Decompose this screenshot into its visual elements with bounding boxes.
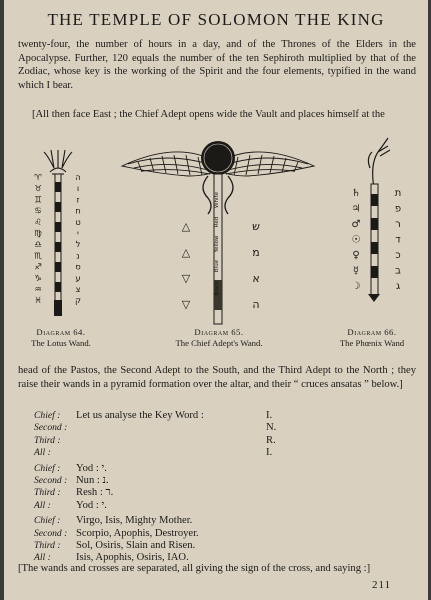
colour-band-label: Black bbox=[214, 280, 220, 296]
closing-direction: [The wands and crosses are separated, all giving the sign of the cross, and saying :] bbox=[18, 563, 371, 574]
dialogue-line bbox=[18, 463, 418, 475]
element-triangle: △ bbox=[181, 246, 191, 259]
dialogue-line bbox=[18, 447, 418, 459]
book-page bbox=[4, 0, 428, 600]
diagram-64-title: The Lotus Wand. bbox=[31, 338, 91, 348]
dialogue-line bbox=[18, 528, 418, 540]
phoenix-wand-illustration bbox=[344, 134, 424, 314]
hebrew-letter: ש bbox=[252, 220, 260, 233]
zodiac-sign: ♍ bbox=[34, 229, 42, 239]
diagram-65-number: Diagram 65. bbox=[194, 327, 244, 337]
line-text: Scorpio, Apophis, Destroyer. bbox=[76, 527, 199, 539]
hebrew-letter: ת bbox=[394, 188, 402, 199]
hebrew-letter: כ bbox=[395, 250, 401, 261]
speaker: All : bbox=[34, 499, 51, 511]
diagram-64-number: Diagram 64. bbox=[36, 327, 86, 337]
zodiac-sign: ♉ bbox=[34, 184, 42, 195]
planet-symbol: ♃ bbox=[351, 203, 361, 215]
planet-symbol: ☉ bbox=[351, 234, 361, 246]
line-text: Resh : ר. bbox=[76, 487, 114, 499]
line-text: Yod : י. bbox=[76, 499, 107, 511]
hebrew-letter: ז bbox=[76, 195, 80, 206]
paragraph-1: twenty-four, the number of hours in a day, and of the Thrones of the Elders in the Apocalypse. Further, 120 equals the number of the ten Sephiroth multiplied by that of the Zodiac, whose key is the working of the Spirit and the four elements, typified in the wand which I bear. bbox=[18, 39, 416, 91]
dialogue-line bbox=[18, 515, 418, 527]
dialogue-line bbox=[18, 475, 418, 487]
dialogue-line bbox=[18, 540, 418, 552]
zodiac-sign: ♑ bbox=[34, 273, 42, 284]
hebrew-letter: ה bbox=[252, 298, 260, 311]
hebrew-letter: ב bbox=[395, 265, 401, 277]
zodiac-sign: ♊ bbox=[34, 195, 42, 206]
hebrew-letter: ל bbox=[75, 240, 81, 251]
hebrew-letter: נ bbox=[76, 251, 80, 262]
line-text: Nun : נ. bbox=[76, 474, 109, 486]
hebrew-letter: ד bbox=[395, 234, 401, 246]
paragraph-2: [All then face East ; the Chief Adept opens wide the Vault and places himself at the bbox=[32, 109, 385, 120]
hebrew-letter: מ bbox=[252, 246, 260, 259]
dialogue-line bbox=[18, 422, 418, 434]
hebrew-letter: פ bbox=[394, 203, 402, 215]
line-text: Let us analyse the Key Word : bbox=[76, 410, 204, 421]
line-text: Yod : י. bbox=[76, 462, 107, 474]
hebrew-letter: ק bbox=[74, 296, 82, 307]
speaker: All : bbox=[34, 447, 51, 459]
chief-adept-wand-illustration bbox=[118, 130, 318, 330]
diagram-66-caption bbox=[322, 327, 422, 349]
colour-band-label: Yellow bbox=[214, 235, 220, 253]
key-letter: I. bbox=[266, 410, 273, 421]
line-text: Isis, Apophis, Osiris, IAO. bbox=[76, 552, 189, 564]
diagram-66-title: The Phœnix Wand bbox=[339, 338, 405, 348]
element-triangle: ▽ bbox=[181, 298, 191, 311]
dialogue-line bbox=[18, 435, 418, 447]
dialogue-line bbox=[18, 500, 418, 512]
hebrew-letter: י bbox=[77, 229, 79, 239]
element-triangle: △ bbox=[181, 220, 191, 233]
dialogue-line bbox=[18, 410, 418, 422]
dialogue-line bbox=[18, 487, 418, 499]
colour-band-label: Red bbox=[214, 216, 220, 228]
hebrew-letter: ח bbox=[75, 206, 81, 217]
paragraph-3: head of the Pastos, the Second Adept to the South, and the Third Adept to the North ; they raise their wands in a pyramid formation over the altar, and their “ cruces ansatas ” below.] bbox=[18, 365, 416, 390]
planet-symbol: ♂ bbox=[351, 219, 361, 230]
page-title: THE TEMPLE OF SOLOMON THE KING bbox=[47, 10, 385, 29]
hebrew-letter: צ bbox=[75, 285, 81, 295]
planet-symbol: ♄ bbox=[351, 188, 361, 199]
speaker: Third : bbox=[34, 434, 61, 446]
zodiac-sign: ♐ bbox=[34, 262, 42, 273]
hebrew-letter: א bbox=[252, 272, 260, 285]
zodiac-sign: ♎ bbox=[34, 240, 42, 251]
colour-band-label: Blue bbox=[214, 259, 220, 273]
planet-symbol: ☽ bbox=[351, 281, 361, 292]
page-number: 211 bbox=[372, 579, 392, 591]
zodiac-sign: ♈ bbox=[34, 173, 42, 183]
line-text: Sol, Osiris, Slain and Risen. bbox=[76, 539, 196, 551]
hebrew-letter: ס bbox=[75, 262, 81, 273]
element-triangle: ▽ bbox=[181, 272, 191, 285]
diagram-66-number: Diagram 66. bbox=[347, 327, 397, 337]
zodiac-sign: ♒ bbox=[34, 285, 42, 295]
speaker: Third : bbox=[34, 539, 61, 551]
zodiac-sign: ♓ bbox=[34, 296, 42, 307]
speaker: Second : bbox=[34, 527, 68, 539]
key-letter: N. bbox=[266, 422, 277, 434]
hebrew-letter: ג bbox=[395, 281, 401, 292]
ritual-dialogue bbox=[18, 410, 418, 565]
zodiac-sign: ♏ bbox=[34, 251, 42, 262]
colour-band-label: White bbox=[214, 192, 220, 208]
diagram-65-caption bbox=[152, 327, 286, 349]
speaker: All : bbox=[34, 552, 51, 564]
zodiac-sign: ♋ bbox=[34, 206, 42, 217]
zodiac-sign: ♌ bbox=[34, 217, 42, 228]
diagram-64-caption bbox=[18, 327, 104, 349]
speaker: Chief : bbox=[34, 462, 61, 474]
speaker: Chief : bbox=[34, 515, 61, 527]
hebrew-letter: ו bbox=[76, 184, 80, 195]
hebrew-letter: ע bbox=[75, 273, 81, 284]
key-letter: R. bbox=[266, 434, 276, 446]
hebrew-letter: ה bbox=[75, 173, 81, 183]
planet-symbol: ☿ bbox=[352, 265, 360, 277]
hebrew-letter: ר bbox=[395, 219, 401, 230]
speaker: Second : bbox=[34, 422, 68, 434]
planet-symbol: ♀ bbox=[352, 250, 360, 261]
speaker: Chief : bbox=[34, 410, 61, 421]
line-text: Virgo, Isis, Mighty Mother. bbox=[76, 515, 193, 527]
lotus-wand-illustration bbox=[24, 150, 94, 320]
speaker: Third : bbox=[34, 487, 61, 499]
hebrew-letter: ט bbox=[75, 217, 81, 228]
speaker: Second : bbox=[34, 474, 68, 486]
diagram-65-title: The Chief Adept's Wand. bbox=[175, 338, 263, 348]
key-letter: I. bbox=[266, 447, 273, 459]
